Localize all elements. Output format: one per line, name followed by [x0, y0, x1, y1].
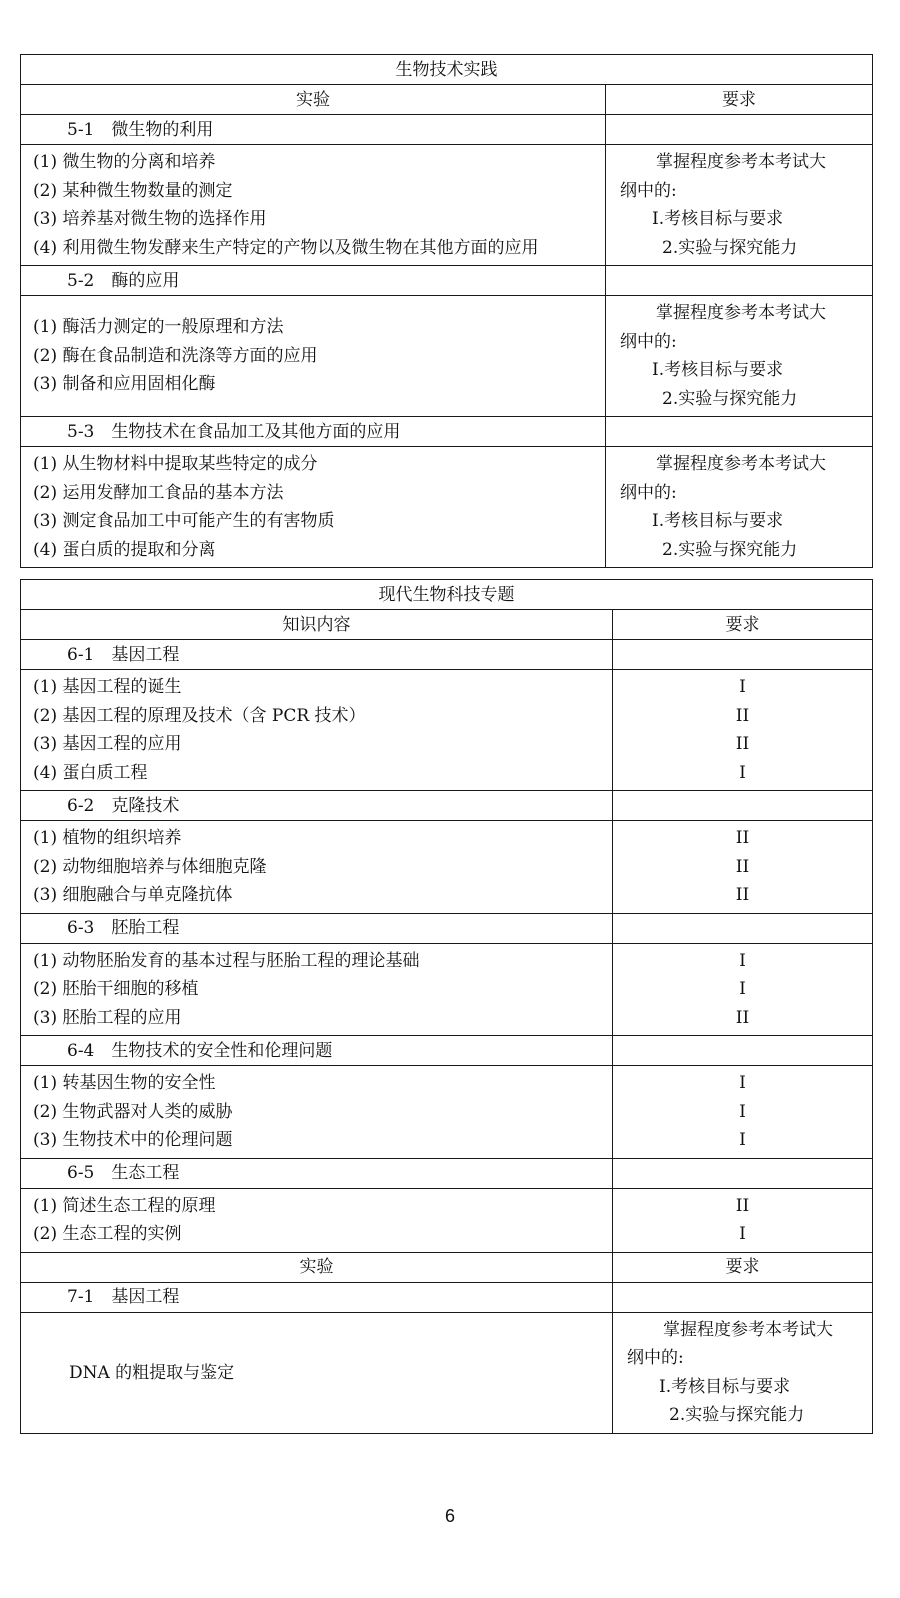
- requirement-line: Ⅰ.考核目标与要求: [652, 209, 784, 229]
- level-value: I: [739, 950, 746, 971]
- level-cell: [613, 943, 873, 1036]
- empty-cell: [606, 417, 873, 447]
- list-item: (2) 基因工程的原理及技术（含 PCR 技术）: [33, 705, 366, 726]
- requirement-line: Ⅰ.考核目标与要求: [652, 511, 784, 531]
- list-item: (2) 生态工程的实例: [33, 1224, 182, 1244]
- level-cell: [613, 1066, 873, 1159]
- empty-cell: [613, 1036, 873, 1066]
- list-item: (4) 蛋白质工程: [33, 762, 148, 783]
- empty-cell: [613, 1282, 873, 1312]
- level-value: II: [735, 705, 750, 726]
- level-value: II: [735, 856, 750, 877]
- level-value: II: [735, 885, 750, 905]
- empty-cell: [606, 266, 873, 296]
- biotech-practice-table: [20, 54, 873, 568]
- list-item: (1) 简述生态工程的原理: [33, 1195, 216, 1216]
- item-list: [21, 821, 613, 914]
- group-heading: 6-2 克隆技术: [21, 791, 613, 821]
- list-item: (2) 动物细胞培养与体细胞克隆: [33, 856, 267, 877]
- item-list: [21, 1188, 613, 1252]
- list-item: (3) 测定食品加工中可能产生的有害物质: [33, 511, 335, 531]
- item-list: [21, 296, 606, 417]
- list-item: (1) 动物胚胎发育的基本过程与胚胎工程的理论基础: [33, 950, 420, 971]
- level-value: II: [735, 1007, 750, 1028]
- requirement-line: 掌握程度参考本考试大: [663, 1319, 833, 1340]
- list-item: (1) 从生物材料中提取某些特定的成分: [33, 454, 318, 474]
- item-list: [21, 447, 606, 568]
- level-value: I: [739, 762, 746, 783]
- experiment-item: DNA 的粗提取与鉴定: [21, 1312, 613, 1433]
- requirement-line: 掌握程度参考本考试大: [656, 454, 826, 474]
- requirement-cell: [606, 145, 873, 266]
- empty-cell: [613, 913, 873, 943]
- list-item: (4) 利用微生物发酵来生产特定的产物以及微生物在其他方面的应用: [33, 237, 539, 258]
- item-list: [21, 670, 613, 791]
- requirement-line: Ⅰ.考核目标与要求: [652, 360, 784, 380]
- list-item: (3) 基因工程的应用: [33, 734, 182, 754]
- list-item: (3) 细胞融合与单克隆抗体: [33, 885, 233, 905]
- requirement-line: 纲中的:: [620, 331, 677, 352]
- list-item: (1) 植物的组织培养: [33, 828, 182, 848]
- requirement-line: 纲中的:: [627, 1348, 684, 1368]
- level-value: II: [735, 734, 750, 754]
- level-value: II: [735, 828, 750, 848]
- level-value: II: [735, 1195, 750, 1216]
- group-heading: 5-3 生物技术在食品加工及其他方面的应用: [21, 417, 606, 447]
- group-heading: 7-1 基因工程: [21, 1282, 613, 1312]
- requirement-cell: [606, 447, 873, 568]
- section-title: 现代生物科技专题: [21, 580, 873, 610]
- list-item: (1) 微生物的分离和培养: [33, 152, 216, 172]
- requirement-line: 纲中的:: [620, 482, 677, 503]
- level-cell: [613, 670, 873, 791]
- requirement-line: 掌握程度参考本考试大: [656, 303, 826, 323]
- group-heading: 6-5 生态工程: [21, 1158, 613, 1188]
- column-header-requirement: 要求: [613, 1252, 873, 1282]
- list-item: (3) 胚胎工程的应用: [33, 1007, 182, 1028]
- list-item: (1) 基因工程的诞生: [33, 677, 182, 697]
- requirement-line: 2.实验与探究能力: [662, 237, 798, 258]
- empty-cell: [613, 791, 873, 821]
- list-item: (3) 培养基对微生物的选择作用: [33, 209, 267, 229]
- section-title: 生物技术实践: [21, 55, 873, 85]
- item-list: [21, 145, 606, 266]
- empty-cell: [613, 1158, 873, 1188]
- requirement-cell: [613, 1312, 873, 1433]
- empty-cell: [613, 640, 873, 670]
- requirement-line: 2.实验与探究能力: [669, 1405, 805, 1425]
- level-value: I: [739, 1073, 746, 1093]
- column-header-requirement: 要求: [606, 85, 873, 115]
- page-number: 6: [444, 1506, 455, 1526]
- level-cell: [613, 1188, 873, 1252]
- empty-cell: [606, 115, 873, 145]
- list-item: (2) 酶在食品制造和洗涤等方面的应用: [33, 345, 318, 366]
- list-item: (2) 生物武器对人类的威胁: [33, 1101, 233, 1122]
- requirement-line: Ⅰ.考核目标与要求: [659, 1376, 791, 1397]
- level-value: I: [739, 1224, 746, 1244]
- group-heading: 6-4 生物技术的安全性和伦理问题: [21, 1036, 613, 1066]
- level-value: I: [739, 979, 746, 999]
- group-heading: 5-1 微生物的利用: [21, 115, 606, 145]
- column-header-requirement: 要求: [613, 610, 873, 640]
- item-list: [21, 943, 613, 1036]
- list-item: (3) 生物技术中的伦理问题: [33, 1130, 233, 1150]
- group-heading: 6-3 胚胎工程: [21, 913, 613, 943]
- group-heading: 6-1 基因工程: [21, 640, 613, 670]
- requirement-line: 纲中的:: [620, 180, 677, 201]
- column-header-experiment: 实验: [21, 85, 606, 115]
- list-item: (4) 蛋白质的提取和分离: [33, 539, 216, 560]
- level-value: I: [739, 1101, 746, 1122]
- group-heading: 5-2 酶的应用: [21, 266, 606, 296]
- requirement-line: 2.实验与探究能力: [662, 388, 798, 409]
- level-value: I: [739, 1130, 746, 1150]
- requirement-cell: [606, 296, 873, 417]
- list-item: (2) 运用发酵加工食品的基本方法: [33, 482, 284, 503]
- list-item: (1) 酶活力测定的一般原理和方法: [33, 317, 284, 338]
- list-item: (3) 制备和应用固相化酶: [33, 374, 216, 395]
- list-item: (1) 转基因生物的安全性: [33, 1073, 216, 1093]
- requirement-line: 掌握程度参考本考试大: [656, 152, 826, 172]
- level-cell: [613, 821, 873, 914]
- level-value: I: [739, 677, 746, 697]
- item-list: [21, 1066, 613, 1159]
- column-header-knowledge: 知识内容: [21, 610, 613, 640]
- list-item: (2) 胚胎干细胞的移植: [33, 979, 199, 999]
- list-item: (2) 某种微生物数量的测定: [33, 180, 233, 201]
- modern-biotech-table: [20, 579, 873, 1434]
- column-header-experiment: 实验: [21, 1252, 613, 1282]
- requirement-line: 2.实验与探究能力: [662, 539, 798, 560]
